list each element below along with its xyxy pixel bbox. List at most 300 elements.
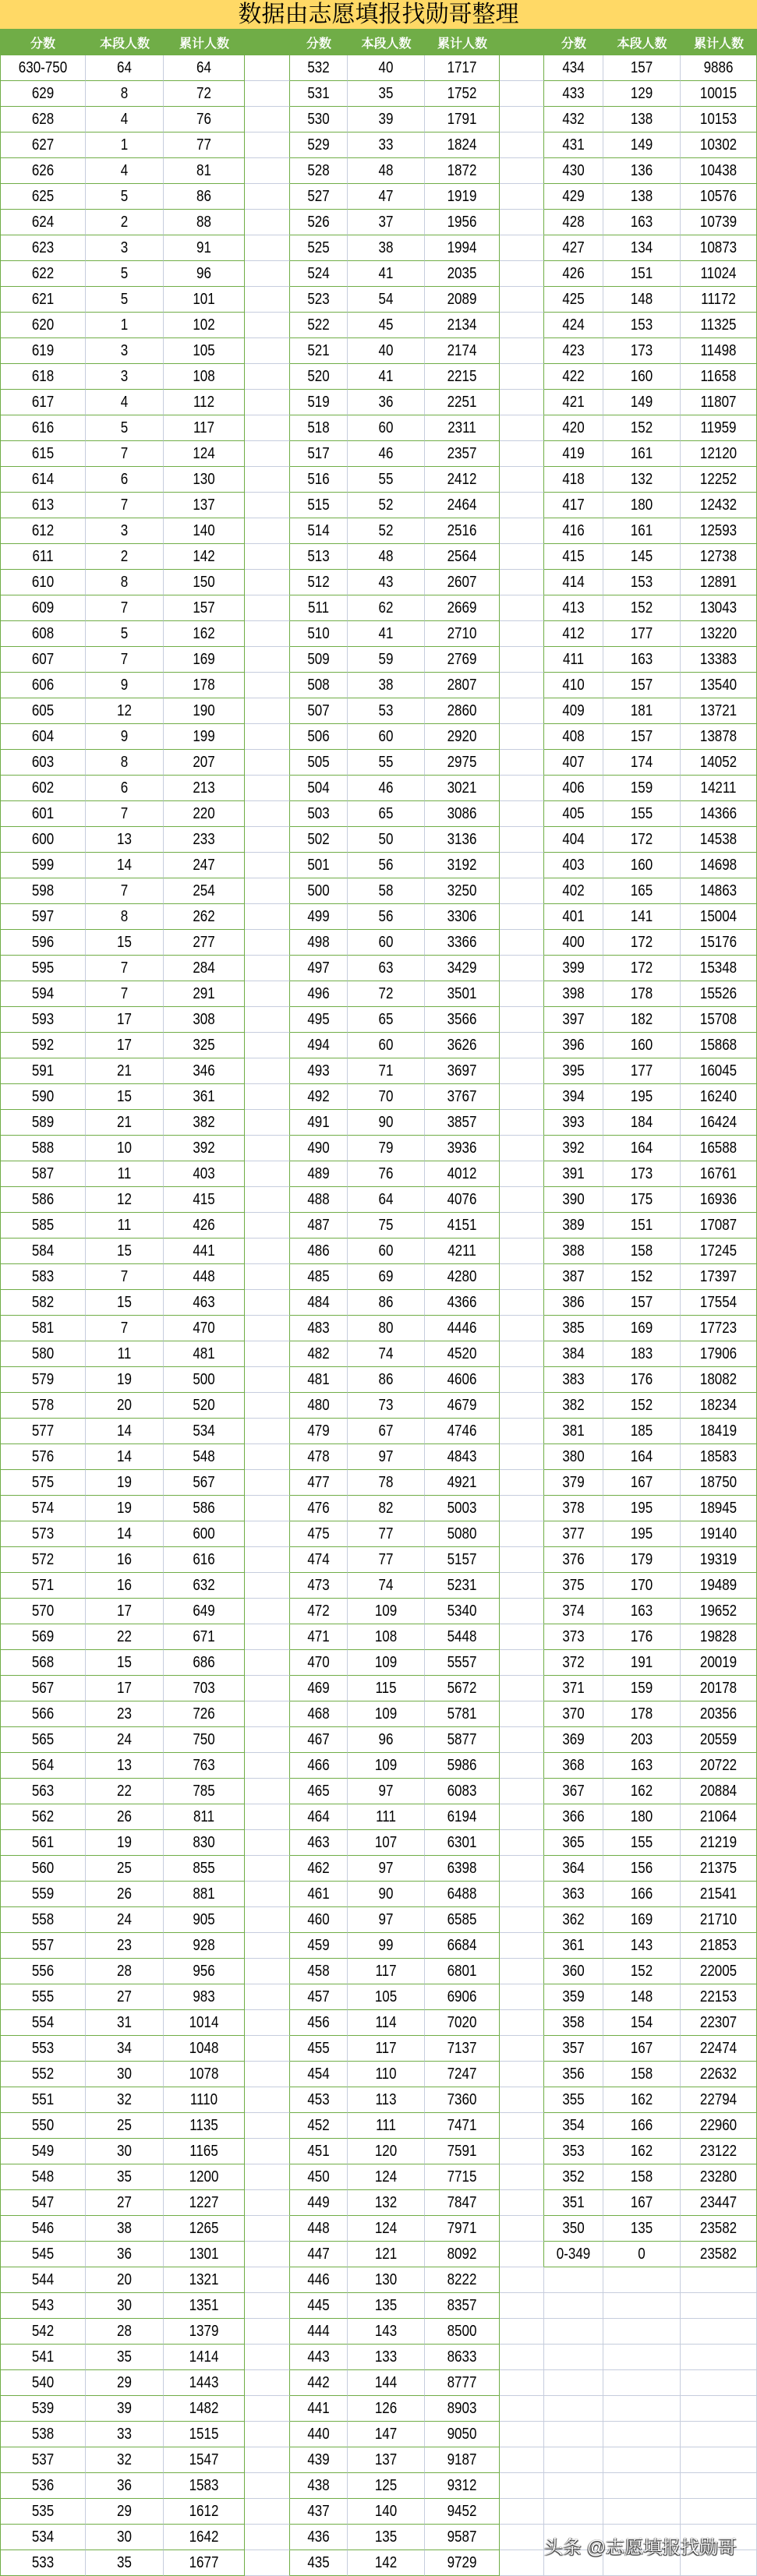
cumulative-cell bbox=[681, 1907, 757, 1933]
cumulative-cell bbox=[425, 801, 500, 827]
table-row bbox=[0, 1470, 757, 1496]
count-cell bbox=[86, 1264, 164, 1290]
count-cell bbox=[86, 2422, 164, 2447]
cumulative-cell bbox=[425, 1033, 500, 1058]
cumulative-cell bbox=[681, 2062, 757, 2087]
cumulative-value: 21064 bbox=[699, 1807, 738, 1825]
score-cell bbox=[290, 1521, 348, 1547]
cumulative-cell bbox=[425, 107, 500, 133]
cumulative-value: 5557 bbox=[447, 1653, 477, 1671]
spacer-cell bbox=[245, 904, 290, 930]
count-value: 152 bbox=[630, 1962, 653, 1980]
score-value: 600 bbox=[31, 830, 55, 848]
spacer-cell bbox=[245, 313, 290, 338]
cumulative-cell bbox=[681, 518, 757, 544]
score-value: 353 bbox=[562, 2142, 585, 2160]
count-value: 160 bbox=[630, 856, 653, 874]
score-value: 445 bbox=[307, 2296, 330, 2314]
cumulative-value: 20884 bbox=[699, 1782, 738, 1800]
score-cell bbox=[544, 158, 603, 184]
count-value: 33 bbox=[378, 136, 394, 154]
count-cell bbox=[86, 1573, 164, 1599]
count-value: 184 bbox=[630, 1113, 653, 1131]
count-value: 90 bbox=[378, 1885, 394, 1903]
count-cell bbox=[86, 2319, 164, 2345]
spacer-cell bbox=[500, 1984, 544, 2010]
cumulative-cell bbox=[425, 1239, 500, 1264]
cumulative-cell bbox=[681, 1316, 757, 1341]
count-value: 47 bbox=[378, 187, 394, 205]
count-value: 155 bbox=[630, 1833, 653, 1851]
score-value: 616 bbox=[31, 419, 55, 436]
cumulative-cell bbox=[164, 1701, 245, 1727]
score-cell bbox=[0, 1547, 86, 1573]
cumulative-cell bbox=[164, 2293, 245, 2319]
score-value: 570 bbox=[31, 1602, 55, 1620]
score-cell bbox=[0, 1161, 86, 1187]
count-cell bbox=[86, 827, 164, 853]
column-header-cumulative: 累计人数 bbox=[693, 37, 744, 51]
cumulative-value: 21219 bbox=[699, 1833, 738, 1851]
count-cell bbox=[348, 2473, 425, 2499]
count-value: 4 bbox=[120, 110, 129, 128]
spacer-cell bbox=[500, 1882, 544, 1907]
score-value: 500 bbox=[307, 882, 330, 899]
cumulative-cell bbox=[425, 2370, 500, 2396]
cumulative-value: 112 bbox=[193, 393, 215, 411]
cumulative-value: 254 bbox=[193, 882, 215, 899]
count-value: 64 bbox=[378, 1190, 394, 1208]
cumulative-cell bbox=[681, 2293, 757, 2319]
table-row bbox=[0, 904, 757, 930]
count-value: 77 bbox=[378, 1525, 394, 1542]
count-value: 35 bbox=[117, 2348, 132, 2366]
cumulative-cell bbox=[425, 1599, 500, 1624]
count-cell bbox=[86, 1753, 164, 1779]
score-value: 361 bbox=[562, 1936, 585, 1954]
count-cell bbox=[86, 595, 164, 621]
score-value: 516 bbox=[307, 470, 330, 488]
cumulative-cell bbox=[681, 133, 757, 158]
count-value: 105 bbox=[374, 1988, 398, 2005]
count-value: 173 bbox=[630, 1164, 653, 1182]
cumulative-cell bbox=[681, 2242, 757, 2267]
score-value: 515 bbox=[307, 496, 330, 514]
score-cell bbox=[0, 235, 86, 261]
score-value: 352 bbox=[562, 2168, 585, 2186]
score-value: 466 bbox=[307, 1756, 330, 1774]
score-cell bbox=[544, 2164, 603, 2190]
score-value: 382 bbox=[562, 1396, 585, 1414]
score-value: 450 bbox=[307, 2168, 330, 2186]
cumulative-cell bbox=[425, 621, 500, 647]
count-cell bbox=[603, 2319, 681, 2345]
spacer-cell bbox=[500, 1521, 544, 1547]
count-cell bbox=[86, 2499, 164, 2525]
score-cell bbox=[290, 1393, 348, 1419]
score-cell bbox=[0, 1316, 86, 1341]
cumulative-cell bbox=[681, 827, 757, 853]
score-value: 478 bbox=[307, 1447, 330, 1465]
count-value: 26 bbox=[117, 1807, 132, 1825]
score-cell bbox=[0, 1444, 86, 1470]
score-cell bbox=[544, 1341, 603, 1367]
score-value: 0-349 bbox=[556, 2245, 591, 2263]
score-value: 371 bbox=[562, 1679, 585, 1697]
table-row bbox=[0, 1727, 757, 1753]
cumulative-cell bbox=[425, 1110, 500, 1136]
count-value: 152 bbox=[630, 1267, 653, 1285]
count-cell bbox=[348, 287, 425, 313]
count-cell bbox=[86, 673, 164, 698]
cumulative-value: 1165 bbox=[189, 2142, 218, 2160]
score-cell bbox=[290, 2216, 348, 2242]
table-row bbox=[0, 1650, 757, 1676]
count-value: 134 bbox=[630, 239, 653, 256]
count-value: 117 bbox=[375, 2039, 397, 2057]
score-value: 350 bbox=[562, 2219, 585, 2237]
count-cell bbox=[603, 107, 681, 133]
count-value: 182 bbox=[630, 1010, 653, 1028]
cumulative-value: 19828 bbox=[699, 1627, 738, 1645]
score-value: 384 bbox=[562, 1345, 585, 1362]
spacer-cell bbox=[500, 2139, 544, 2164]
score-value: 438 bbox=[307, 2476, 330, 2494]
count-value: 170 bbox=[630, 1576, 653, 1594]
score-cell bbox=[0, 930, 86, 956]
cumulative-cell bbox=[681, 2319, 757, 2345]
score-value: 605 bbox=[31, 701, 55, 719]
score-value: 457 bbox=[307, 1988, 330, 2005]
cumulative-cell bbox=[425, 364, 500, 390]
count-value: 9 bbox=[120, 676, 129, 694]
cumulative-value: 142 bbox=[193, 547, 215, 565]
score-cell bbox=[544, 1547, 603, 1573]
table-row bbox=[0, 2447, 757, 2473]
cumulative-value: 881 bbox=[193, 1885, 215, 1903]
spacer-cell bbox=[245, 878, 290, 904]
cumulative-value: 649 bbox=[193, 1602, 215, 1620]
count-value: 12 bbox=[117, 701, 132, 719]
score-cell bbox=[0, 827, 86, 853]
count-value: 160 bbox=[630, 1036, 653, 1054]
cumulative-cell bbox=[425, 313, 500, 338]
count-cell bbox=[86, 2370, 164, 2396]
table-row bbox=[0, 1393, 757, 1419]
cumulative-value: 81 bbox=[196, 161, 211, 179]
table-row bbox=[0, 1882, 757, 1907]
cumulative-value: 12593 bbox=[699, 521, 738, 539]
cumulative-cell bbox=[164, 2087, 245, 2113]
spacer-cell bbox=[500, 518, 544, 544]
spacer-cell bbox=[500, 1136, 544, 1161]
cumulative-value: 1824 bbox=[447, 136, 477, 154]
count-cell bbox=[603, 415, 681, 441]
cumulative-cell bbox=[681, 776, 757, 801]
count-cell bbox=[348, 1804, 425, 1830]
table-row bbox=[0, 1984, 757, 2010]
score-cell bbox=[544, 1624, 603, 1650]
score-cell bbox=[0, 1496, 86, 1521]
score-value: 370 bbox=[562, 1705, 585, 1723]
spacer-cell bbox=[500, 1547, 544, 1573]
count-cell bbox=[86, 1882, 164, 1907]
cumulative-cell bbox=[164, 2164, 245, 2190]
cumulative-value: 11325 bbox=[700, 316, 737, 334]
score-value: 406 bbox=[562, 779, 585, 797]
score-cell bbox=[0, 1213, 86, 1239]
count-value: 172 bbox=[630, 933, 653, 951]
score-value: 579 bbox=[31, 1370, 55, 1388]
count-cell bbox=[603, 390, 681, 415]
score-cell bbox=[0, 1110, 86, 1136]
count-value: 30 bbox=[117, 2296, 132, 2314]
count-cell bbox=[348, 2113, 425, 2139]
cumulative-cell bbox=[681, 1341, 757, 1367]
count-cell bbox=[348, 1084, 425, 1110]
count-value: 158 bbox=[630, 1242, 653, 1260]
cumulative-value: 1583 bbox=[189, 2476, 219, 2494]
score-cell bbox=[0, 1959, 86, 1984]
table-row bbox=[0, 287, 757, 313]
cumulative-value: 140 bbox=[193, 521, 215, 539]
score-value: 561 bbox=[31, 1833, 55, 1851]
cumulative-cell bbox=[164, 2422, 245, 2447]
cumulative-cell bbox=[425, 1264, 500, 1290]
count-value: 151 bbox=[630, 1216, 653, 1234]
cumulative-value: 586 bbox=[193, 1499, 215, 1517]
cumulative-value: 4151 bbox=[447, 1216, 477, 1234]
cumulative-cell bbox=[681, 107, 757, 133]
table-row bbox=[0, 1496, 757, 1521]
count-value: 76 bbox=[378, 1164, 394, 1182]
score-cell bbox=[290, 930, 348, 956]
spacer-cell bbox=[245, 2087, 290, 2113]
cumulative-value: 14538 bbox=[699, 830, 738, 848]
count-value: 110 bbox=[375, 2065, 397, 2083]
table-row bbox=[0, 2062, 757, 2087]
cumulative-cell bbox=[164, 1573, 245, 1599]
score-value: 388 bbox=[562, 1242, 585, 1260]
count-value: 19 bbox=[117, 1499, 132, 1517]
score-cell bbox=[0, 956, 86, 981]
score-value: 608 bbox=[31, 624, 55, 642]
cumulative-value: 671 bbox=[193, 1627, 215, 1645]
count-value: 163 bbox=[630, 1756, 653, 1774]
table-row bbox=[0, 441, 757, 467]
table-row bbox=[0, 1753, 757, 1779]
count-cell bbox=[86, 1058, 164, 1084]
count-value: 8 bbox=[120, 573, 129, 591]
count-cell bbox=[603, 1213, 681, 1239]
score-cell bbox=[544, 2242, 603, 2267]
spacer-cell bbox=[500, 1341, 544, 1367]
score-cell bbox=[0, 1419, 86, 1444]
cumulative-cell bbox=[681, 621, 757, 647]
score-cell bbox=[290, 133, 348, 158]
cumulative-cell bbox=[425, 2190, 500, 2216]
count-value: 144 bbox=[374, 2373, 398, 2391]
count-value: 195 bbox=[630, 1499, 653, 1517]
count-value: 31 bbox=[117, 2013, 132, 2031]
count-cell bbox=[603, 776, 681, 801]
count-cell bbox=[603, 1727, 681, 1753]
count-value: 79 bbox=[378, 1139, 394, 1157]
score-value: 402 bbox=[562, 882, 585, 899]
cumulative-cell bbox=[681, 1573, 757, 1599]
score-value: 604 bbox=[31, 727, 55, 745]
count-cell bbox=[86, 2345, 164, 2370]
count-cell bbox=[603, 2499, 681, 2525]
count-cell bbox=[603, 2422, 681, 2447]
cumulative-value: 3250 bbox=[447, 882, 477, 899]
table-row bbox=[0, 235, 757, 261]
score-value: 550 bbox=[31, 2116, 55, 2134]
count-value: 11 bbox=[117, 1345, 132, 1362]
count-cell bbox=[86, 570, 164, 595]
cumulative-value: 12891 bbox=[699, 573, 738, 591]
score-cell bbox=[0, 1058, 86, 1084]
count-value: 16 bbox=[117, 1550, 132, 1568]
count-cell bbox=[348, 1187, 425, 1213]
count-value: 177 bbox=[630, 1062, 653, 1080]
count-value: 111 bbox=[376, 1807, 396, 1825]
spacer-cell bbox=[245, 1007, 290, 1033]
count-value: 15 bbox=[117, 933, 132, 951]
score-value: 480 bbox=[307, 1396, 330, 1414]
count-value: 15 bbox=[117, 1087, 132, 1105]
count-value: 152 bbox=[630, 419, 653, 436]
score-value: 378 bbox=[562, 1499, 585, 1517]
count-cell bbox=[348, 1933, 425, 1959]
count-cell bbox=[348, 1341, 425, 1367]
cumulative-cell bbox=[164, 261, 245, 287]
spacer-cell bbox=[245, 776, 290, 801]
score-cell bbox=[290, 364, 348, 390]
score-cell bbox=[290, 1624, 348, 1650]
spacer-cell bbox=[500, 313, 544, 338]
count-value: 135 bbox=[630, 2219, 653, 2237]
cumulative-value: 5157 bbox=[447, 1550, 477, 1568]
count-cell bbox=[86, 1470, 164, 1496]
spacer-cell bbox=[500, 1676, 544, 1701]
count-value: 14 bbox=[117, 1447, 132, 1465]
count-value: 3 bbox=[120, 239, 129, 256]
cumulative-value: 11658 bbox=[700, 367, 737, 385]
score-value: 423 bbox=[562, 341, 585, 359]
spacer-cell bbox=[245, 2319, 290, 2345]
cumulative-value: 10739 bbox=[699, 213, 738, 231]
count-value: 35 bbox=[117, 2553, 132, 2571]
spacer-cell bbox=[245, 647, 290, 673]
cumulative-cell bbox=[681, 1984, 757, 2010]
cumulative-cell bbox=[681, 1727, 757, 1753]
score-value: 387 bbox=[562, 1267, 585, 1285]
cumulative-value: 8222 bbox=[447, 2270, 477, 2288]
cumulative-value: 157 bbox=[193, 599, 215, 617]
score-value: 595 bbox=[31, 959, 55, 977]
count-cell bbox=[348, 1058, 425, 1084]
score-cell bbox=[544, 673, 603, 698]
count-value: 180 bbox=[630, 1807, 653, 1825]
score-cell bbox=[544, 930, 603, 956]
score-cell bbox=[0, 1856, 86, 1882]
cumulative-cell bbox=[164, 2010, 245, 2036]
score-value: 481 bbox=[307, 1370, 330, 1388]
table-row bbox=[0, 364, 757, 390]
count-value: 60 bbox=[378, 1242, 394, 1260]
score-value: 472 bbox=[307, 1602, 330, 1620]
count-value: 124 bbox=[374, 2219, 398, 2237]
cumulative-cell bbox=[681, 1444, 757, 1470]
cumulative-value: 150 bbox=[193, 573, 215, 591]
cumulative-cell bbox=[425, 441, 500, 467]
score-value: 582 bbox=[31, 1293, 55, 1311]
count-value: 40 bbox=[378, 341, 394, 359]
count-cell bbox=[348, 2396, 425, 2422]
count-value: 7 bbox=[120, 959, 129, 977]
score-cell bbox=[544, 1573, 603, 1599]
score-value: 442 bbox=[307, 2373, 330, 2391]
count-cell bbox=[86, 133, 164, 158]
count-cell bbox=[86, 1856, 164, 1882]
score-cell bbox=[290, 2139, 348, 2164]
count-value: 13 bbox=[117, 830, 132, 848]
score-value: 532 bbox=[307, 58, 330, 76]
score-cell bbox=[544, 1419, 603, 1444]
table-row bbox=[0, 2345, 757, 2370]
spacer-cell bbox=[245, 981, 290, 1007]
score-cell bbox=[290, 1856, 348, 1882]
score-value: 444 bbox=[307, 2322, 330, 2340]
score-cell bbox=[544, 698, 603, 724]
spacer-cell bbox=[245, 1933, 290, 1959]
cumulative-value: 7591 bbox=[447, 2142, 477, 2160]
cumulative-cell bbox=[681, 2267, 757, 2293]
count-value: 195 bbox=[630, 1525, 653, 1542]
cumulative-cell bbox=[164, 2242, 245, 2267]
spacer-cell bbox=[245, 1882, 290, 1907]
cumulative-cell bbox=[425, 210, 500, 235]
table-row bbox=[0, 184, 757, 210]
count-value: 109 bbox=[374, 1653, 398, 1671]
score-value: 424 bbox=[562, 316, 585, 334]
count-value: 162 bbox=[630, 1782, 653, 1800]
spacer-cell bbox=[245, 81, 290, 107]
count-cell bbox=[348, 184, 425, 210]
score-value: 569 bbox=[31, 1627, 55, 1645]
score-cell bbox=[0, 750, 86, 776]
spacer-cell bbox=[245, 1033, 290, 1058]
score-cell bbox=[544, 750, 603, 776]
count-cell bbox=[348, 2525, 425, 2550]
spacer-cell bbox=[245, 441, 290, 467]
count-cell bbox=[603, 724, 681, 750]
count-cell bbox=[86, 158, 164, 184]
count-cell bbox=[603, 2396, 681, 2422]
count-cell bbox=[603, 930, 681, 956]
cumulative-value: 5781 bbox=[447, 1705, 477, 1723]
cumulative-value: 2311 bbox=[447, 419, 476, 436]
score-value: 486 bbox=[307, 1242, 330, 1260]
count-cell bbox=[603, 184, 681, 210]
count-cell bbox=[348, 2139, 425, 2164]
cumulative-cell bbox=[681, 390, 757, 415]
spacer-cell bbox=[500, 1264, 544, 1290]
score-cell bbox=[290, 2525, 348, 2550]
score-cell bbox=[544, 2396, 603, 2422]
score-cell bbox=[290, 956, 348, 981]
